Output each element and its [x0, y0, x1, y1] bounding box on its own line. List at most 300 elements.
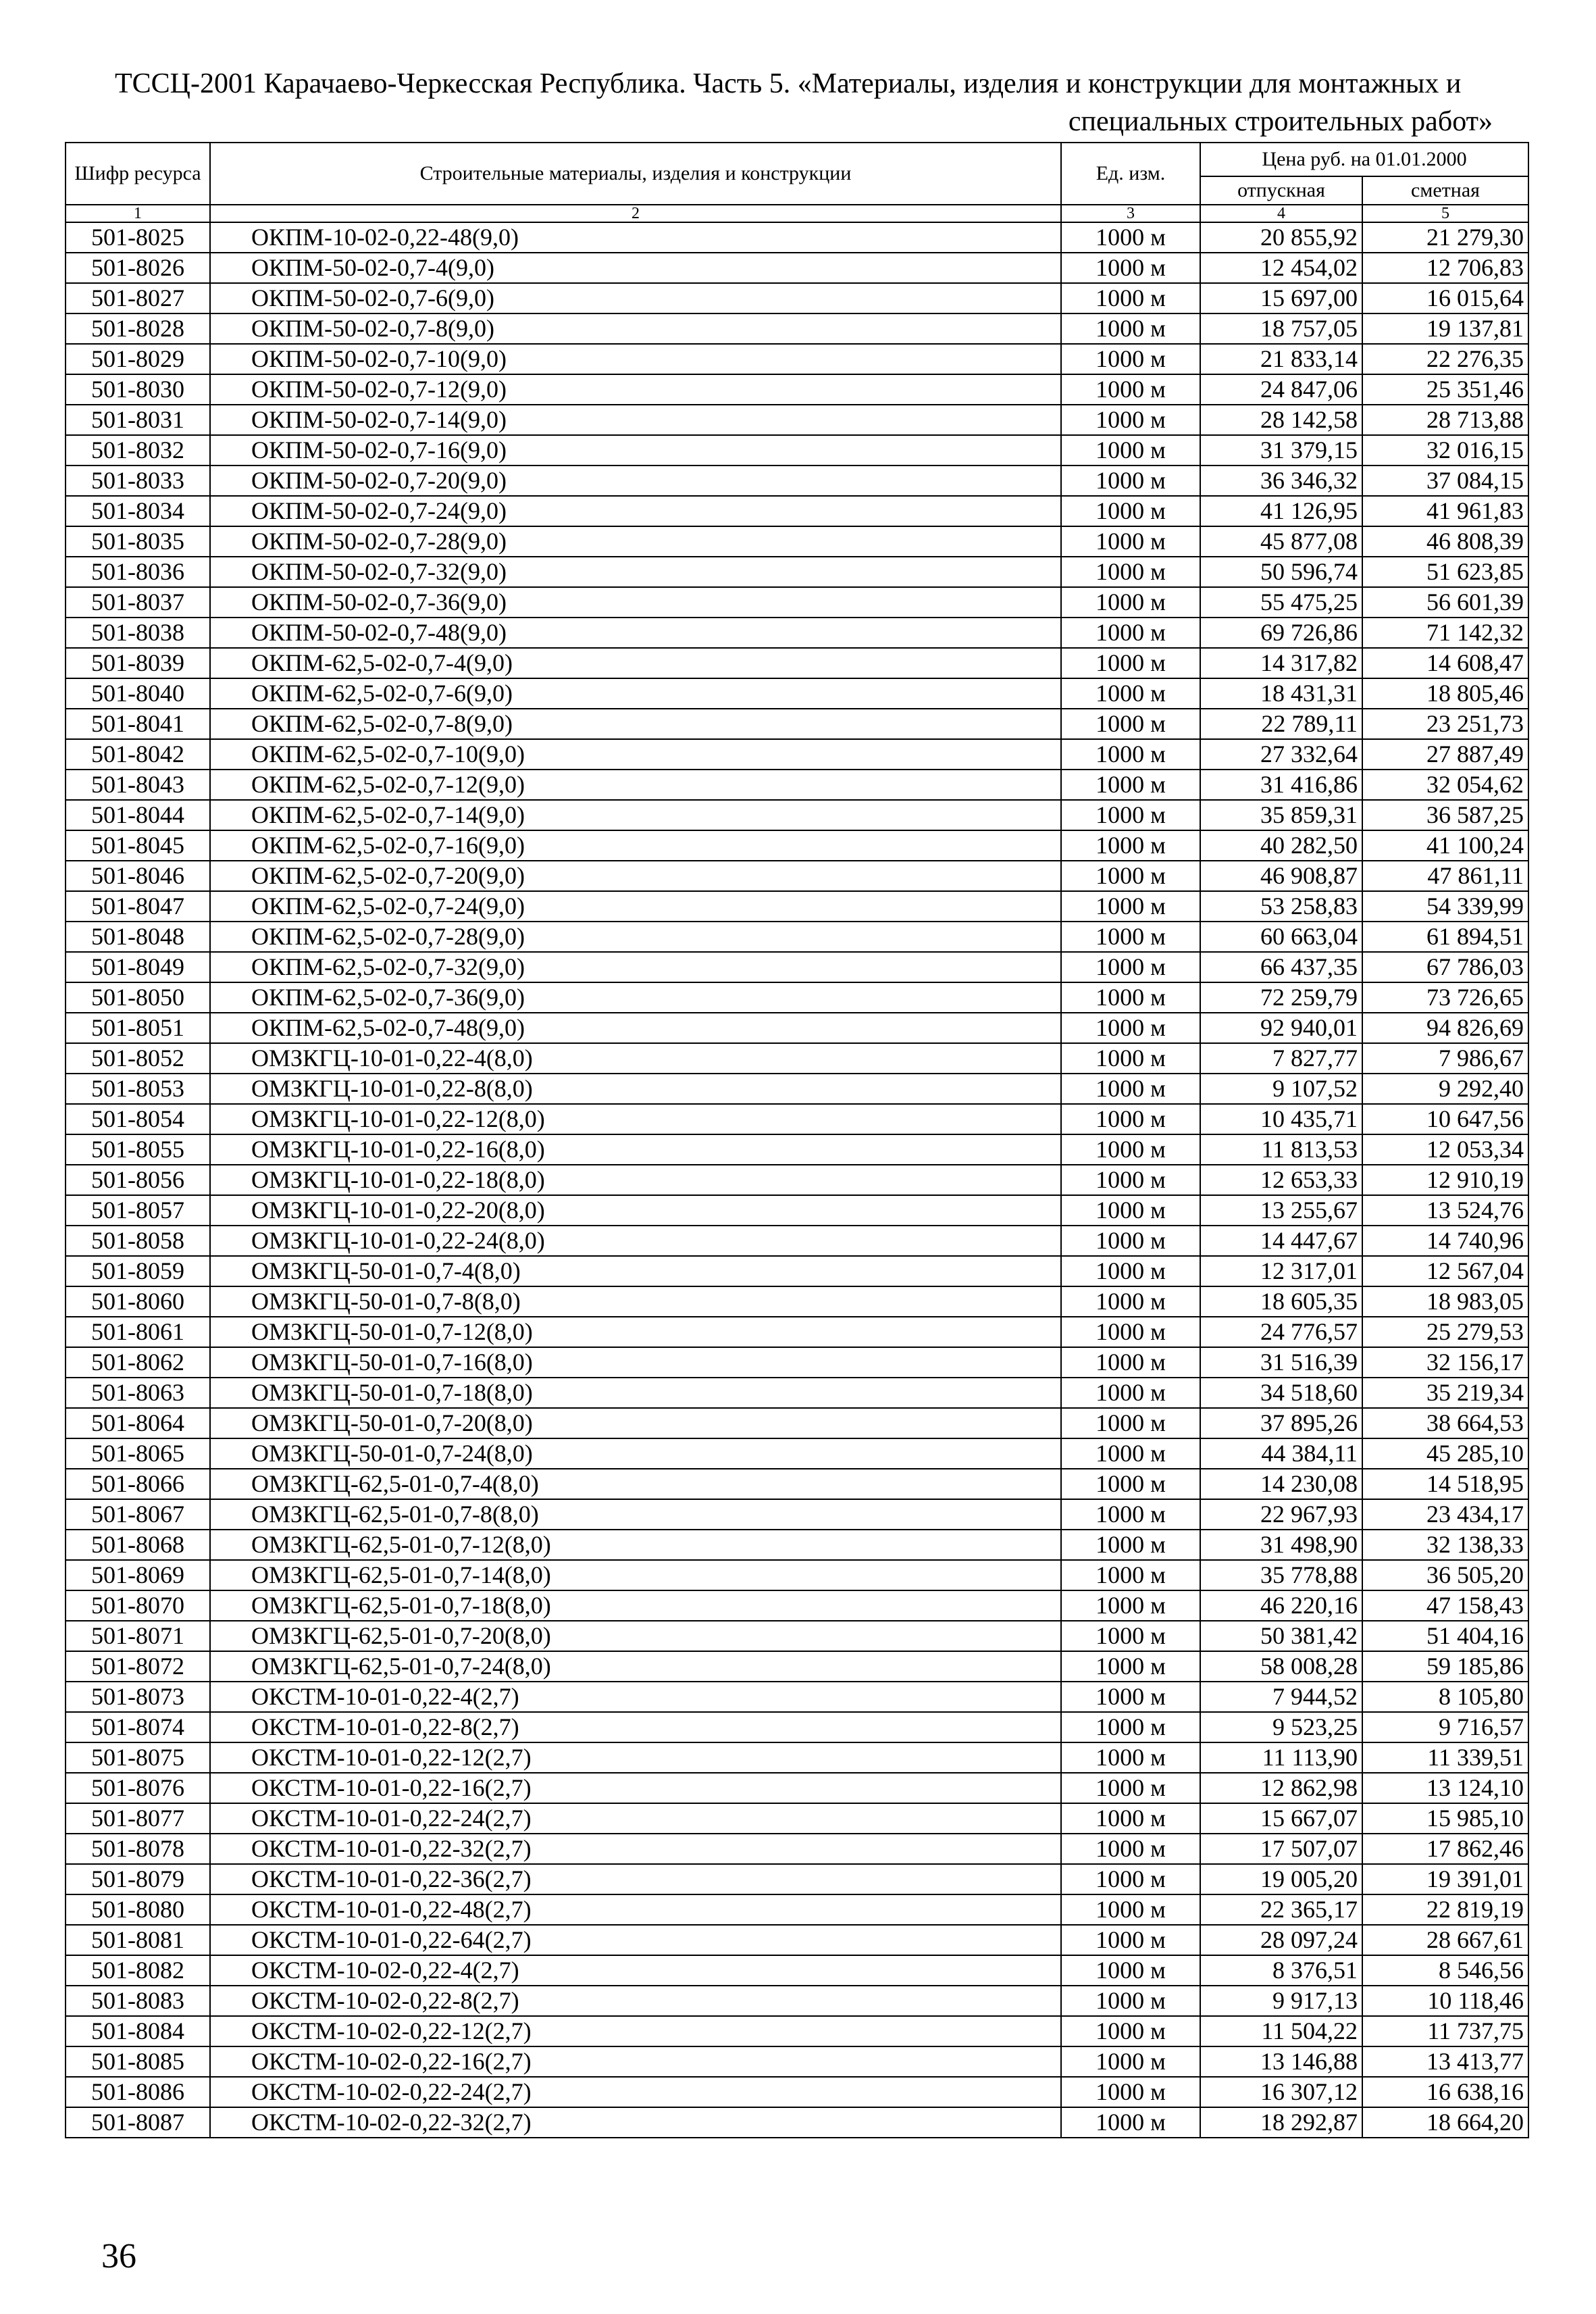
release-price-cell: 12 862,98	[1200, 1773, 1362, 1803]
estimate-price-cell: 46 808,39	[1362, 526, 1528, 557]
estimate-price-cell: 14 740,96	[1362, 1226, 1528, 1256]
unit-cell: 1000 м	[1061, 2046, 1200, 2077]
release-price-cell: 35 859,31	[1200, 800, 1362, 830]
release-price-cell: 27 332,64	[1200, 739, 1362, 770]
table-row	[66, 526, 1528, 557]
table-row	[66, 496, 1528, 526]
release-price-cell: 18 431,31	[1200, 678, 1362, 709]
estimate-price-cell: 32 054,62	[1362, 770, 1528, 800]
column-number: 4	[1200, 205, 1362, 222]
material-name-cell: ОМЗКГЦ-50-01-0,7-4(8,0)	[210, 1256, 1061, 1286]
table-row	[66, 2046, 1528, 2077]
material-name-cell: ОМЗКГЦ-10-01-0,22-4(8,0)	[210, 1043, 1061, 1074]
unit-cell: 1000 м	[1061, 648, 1200, 678]
estimate-price-cell: 10 647,56	[1362, 1104, 1528, 1134]
release-price-cell: 28 097,24	[1200, 1925, 1362, 1955]
estimate-price-cell: 47 861,11	[1362, 861, 1528, 891]
material-name-cell: ОМЗКГЦ-62,5-01-0,7-20(8,0)	[210, 1621, 1061, 1651]
material-name-cell: ОМЗКГЦ-10-01-0,22-8(8,0)	[210, 1074, 1061, 1104]
material-name-cell: ОКСТМ-10-02-0,22-16(2,7)	[210, 2046, 1061, 2077]
estimate-price-cell: 18 805,46	[1362, 678, 1528, 709]
release-price-cell: 19 005,20	[1200, 1864, 1362, 1894]
resource-code-cell: 501-8080	[66, 1894, 210, 1925]
estimate-price-cell: 41 100,24	[1362, 830, 1528, 861]
estimate-price-cell: 12 053,34	[1362, 1134, 1528, 1165]
page-number: 36	[101, 2237, 136, 2275]
resource-code-cell: 501-8084	[66, 2016, 210, 2046]
estimate-price-cell: 41 961,83	[1362, 496, 1528, 526]
resource-code-cell: 501-8077	[66, 1803, 210, 1834]
material-name-cell: ОКПМ-50-02-0,7-12(9,0)	[210, 374, 1061, 405]
resource-code-cell: 501-8079	[66, 1864, 210, 1894]
resource-code-cell: 501-8051	[66, 1013, 210, 1043]
material-name-cell: ОКПМ-62,5-02-0,7-28(9,0)	[210, 922, 1061, 952]
resource-code-cell: 501-8086	[66, 2077, 210, 2107]
resource-code-cell: 501-8044	[66, 800, 210, 830]
document-title-line2: специальных строительных работ»	[1068, 106, 1493, 137]
unit-cell: 1000 м	[1061, 496, 1200, 526]
unit-cell: 1000 м	[1061, 526, 1200, 557]
release-price-cell: 60 663,04	[1200, 922, 1362, 952]
unit-cell: 1000 м	[1061, 435, 1200, 466]
resource-code-cell: 501-8078	[66, 1834, 210, 1864]
column-numbers-row	[66, 205, 1528, 222]
table-row	[66, 1195, 1528, 1226]
unit-cell: 1000 м	[1061, 1043, 1200, 1074]
unit-cell: 1000 м	[1061, 709, 1200, 739]
unit-cell: 1000 м	[1061, 1651, 1200, 1682]
release-price-cell: 35 778,88	[1200, 1560, 1362, 1590]
table-row	[66, 982, 1528, 1013]
estimate-price-cell: 7 986,67	[1362, 1043, 1528, 1074]
unit-cell: 1000 м	[1061, 800, 1200, 830]
table-row	[66, 1074, 1528, 1104]
material-name-cell: ОКСТМ-10-01-0,22-36(2,7)	[210, 1864, 1061, 1894]
unit-cell: 1000 м	[1061, 1803, 1200, 1834]
estimate-price-cell: 51 623,85	[1362, 557, 1528, 587]
material-name-cell: ОКСТМ-10-02-0,22-8(2,7)	[210, 1986, 1061, 2016]
estimate-price-cell: 14 608,47	[1362, 648, 1528, 678]
resource-code-cell: 501-8045	[66, 830, 210, 861]
material-name-cell: ОКПМ-62,5-02-0,7-12(9,0)	[210, 770, 1061, 800]
resource-code-cell: 501-8050	[66, 982, 210, 1013]
resource-code-cell: 501-8042	[66, 739, 210, 770]
release-price-cell: 13 255,67	[1200, 1195, 1362, 1226]
estimate-price-cell: 32 156,17	[1362, 1347, 1528, 1378]
table-row	[66, 1286, 1528, 1317]
release-price-cell: 55 475,25	[1200, 587, 1362, 618]
resource-code-cell: 501-8039	[66, 648, 210, 678]
resource-code-cell: 501-8068	[66, 1530, 210, 1560]
unit-cell: 1000 м	[1061, 1378, 1200, 1408]
estimate-price-cell: 45 285,10	[1362, 1438, 1528, 1469]
material-name-cell: ОМЗКГЦ-10-01-0,22-18(8,0)	[210, 1165, 1061, 1195]
release-price-cell: 41 126,95	[1200, 496, 1362, 526]
estimate-price-cell: 8 546,56	[1362, 1955, 1528, 1986]
resource-code-cell: 501-8034	[66, 496, 210, 526]
release-price-cell: 12 653,33	[1200, 1165, 1362, 1195]
resource-code-cell: 501-8054	[66, 1104, 210, 1134]
release-price-cell: 13 146,88	[1200, 2046, 1362, 2077]
resource-code-cell: 501-8025	[66, 222, 210, 253]
material-name-cell: ОКПМ-50-02-0,7-28(9,0)	[210, 526, 1061, 557]
estimate-price-cell: 37 084,15	[1362, 466, 1528, 496]
document-title-line1: ТССЦ-2001 Карачаево-Черкесская Республика. Часть 5. «Материалы, изделия и конструкции для монтажных и	[115, 68, 1462, 99]
resource-code-cell: 501-8056	[66, 1165, 210, 1195]
release-price-cell: 15 697,00	[1200, 283, 1362, 313]
table-row	[66, 830, 1528, 861]
estimate-price-cell: 9 292,40	[1362, 1074, 1528, 1104]
release-price-cell: 8 376,51	[1200, 1955, 1362, 1986]
resource-code-cell: 501-8064	[66, 1408, 210, 1438]
table-row	[66, 1438, 1528, 1469]
material-name-cell: ОКПМ-50-02-0,7-6(9,0)	[210, 283, 1061, 313]
release-price-cell: 18 605,35	[1200, 1286, 1362, 1317]
release-price-cell: 50 381,42	[1200, 1621, 1362, 1651]
unit-cell: 1000 м	[1061, 861, 1200, 891]
release-price-cell: 46 908,87	[1200, 861, 1362, 891]
unit-cell: 1000 м	[1061, 1590, 1200, 1621]
material-name-cell: ОКСТМ-10-01-0,22-32(2,7)	[210, 1834, 1061, 1864]
release-price-cell: 9 917,13	[1200, 1986, 1362, 2016]
release-price-cell: 53 258,83	[1200, 891, 1362, 922]
unit-cell: 1000 м	[1061, 1165, 1200, 1195]
unit-cell: 1000 м	[1061, 1499, 1200, 1530]
estimate-price-cell: 8 105,80	[1362, 1682, 1528, 1712]
release-price-cell: 46 220,16	[1200, 1590, 1362, 1621]
estimate-price-cell: 51 404,16	[1362, 1621, 1528, 1651]
release-price-cell: 28 142,58	[1200, 405, 1362, 435]
resource-code-cell: 501-8032	[66, 435, 210, 466]
estimate-price-cell: 28 713,88	[1362, 405, 1528, 435]
resource-code-cell: 501-8037	[66, 587, 210, 618]
table-row	[66, 374, 1528, 405]
release-price-cell: 24 847,06	[1200, 374, 1362, 405]
table-row	[66, 1742, 1528, 1773]
estimate-price-cell: 21 279,30	[1362, 222, 1528, 253]
release-price-cell: 14 230,08	[1200, 1469, 1362, 1499]
table-row	[66, 1773, 1528, 1803]
estimate-price-cell: 18 664,20	[1362, 2107, 1528, 2138]
release-price-cell: 69 726,86	[1200, 618, 1362, 648]
estimate-price-cell: 27 887,49	[1362, 739, 1528, 770]
material-name-cell: ОМЗКГЦ-50-01-0,7-24(8,0)	[210, 1438, 1061, 1469]
material-name-cell: ОКСТМ-10-01-0,22-4(2,7)	[210, 1682, 1061, 1712]
resource-code-cell: 501-8074	[66, 1712, 210, 1742]
table-row	[66, 466, 1528, 496]
table-row	[66, 1803, 1528, 1834]
unit-cell: 1000 м	[1061, 1226, 1200, 1256]
estimate-price-cell: 36 587,25	[1362, 800, 1528, 830]
release-price-cell: 58 008,28	[1200, 1651, 1362, 1682]
material-name-cell: ОМЗКГЦ-50-01-0,7-16(8,0)	[210, 1347, 1061, 1378]
material-name-cell: ОМЗКГЦ-62,5-01-0,7-8(8,0)	[210, 1499, 1061, 1530]
table-row	[66, 922, 1528, 952]
unit-cell: 1000 м	[1061, 253, 1200, 283]
material-name-cell: ОКПМ-62,5-02-0,7-24(9,0)	[210, 891, 1061, 922]
column-number: 3	[1061, 205, 1200, 222]
unit-cell: 1000 м	[1061, 466, 1200, 496]
estimate-price-cell: 32 138,33	[1362, 1530, 1528, 1560]
unit-cell: 1000 м	[1061, 891, 1200, 922]
release-price-cell: 17 507,07	[1200, 1834, 1362, 1864]
unit-cell: 1000 м	[1061, 1864, 1200, 1894]
resource-code-cell: 501-8060	[66, 1286, 210, 1317]
material-name-cell: ОМЗКГЦ-50-01-0,7-18(8,0)	[210, 1378, 1061, 1408]
material-name-cell: ОКПМ-62,5-02-0,7-6(9,0)	[210, 678, 1061, 709]
estimate-price-cell: 10 118,46	[1362, 1986, 1528, 2016]
table-row	[66, 1499, 1528, 1530]
estimate-price-cell: 12 567,04	[1362, 1256, 1528, 1286]
material-name-cell: ОКСТМ-10-02-0,22-24(2,7)	[210, 2077, 1061, 2107]
material-name-cell: ОКСТМ-10-01-0,22-48(2,7)	[210, 1894, 1061, 1925]
release-price-cell: 11 813,53	[1200, 1134, 1362, 1165]
material-name-cell: ОКПМ-50-02-0,7-36(9,0)	[210, 587, 1061, 618]
unit-cell: 1000 м	[1061, 618, 1200, 648]
table-row	[66, 1317, 1528, 1347]
unit-cell: 1000 м	[1061, 313, 1200, 344]
resource-code-cell: 501-8082	[66, 1955, 210, 1986]
unit-cell: 1000 м	[1061, 2107, 1200, 2138]
estimate-price-cell: 14 518,95	[1362, 1469, 1528, 1499]
unit-cell: 1000 м	[1061, 952, 1200, 982]
table-row	[66, 678, 1528, 709]
table-row	[66, 1651, 1528, 1682]
unit-cell: 1000 м	[1061, 1074, 1200, 1104]
table-row	[66, 435, 1528, 466]
unit-cell: 1000 м	[1061, 1347, 1200, 1378]
release-price-cell: 7 944,52	[1200, 1682, 1362, 1712]
table-row	[66, 739, 1528, 770]
header-price: Цена руб. на 01.01.2000	[1200, 143, 1528, 176]
unit-cell: 1000 м	[1061, 1894, 1200, 1925]
resource-code-cell: 501-8028	[66, 313, 210, 344]
resource-code-cell: 501-8073	[66, 1682, 210, 1712]
estimate-price-cell: 59 185,86	[1362, 1651, 1528, 1682]
table-row	[66, 800, 1528, 830]
release-price-cell: 31 379,15	[1200, 435, 1362, 466]
resource-code-cell: 501-8061	[66, 1317, 210, 1347]
resource-code-cell: 501-8027	[66, 283, 210, 313]
release-price-cell: 12 317,01	[1200, 1256, 1362, 1286]
estimate-price-cell: 56 601,39	[1362, 587, 1528, 618]
resource-code-cell: 501-8047	[66, 891, 210, 922]
unit-cell: 1000 м	[1061, 557, 1200, 587]
estimate-price-cell: 22 819,19	[1362, 1894, 1528, 1925]
resource-code-cell: 501-8041	[66, 709, 210, 739]
material-name-cell: ОМЗКГЦ-62,5-01-0,7-18(8,0)	[210, 1590, 1061, 1621]
release-price-cell: 34 518,60	[1200, 1378, 1362, 1408]
resource-code-cell: 501-8076	[66, 1773, 210, 1803]
material-name-cell: ОКСТМ-10-01-0,22-8(2,7)	[210, 1712, 1061, 1742]
estimate-price-cell: 47 158,43	[1362, 1590, 1528, 1621]
table-row	[66, 1530, 1528, 1560]
unit-cell: 1000 м	[1061, 374, 1200, 405]
unit-cell: 1000 м	[1061, 982, 1200, 1013]
material-name-cell: ОМЗКГЦ-50-01-0,7-20(8,0)	[210, 1408, 1061, 1438]
release-price-cell: 9 523,25	[1200, 1712, 1362, 1742]
material-name-cell: ОКСТМ-10-01-0,22-64(2,7)	[210, 1925, 1061, 1955]
table-row	[66, 1134, 1528, 1165]
table-row	[66, 1925, 1528, 1955]
column-number: 5	[1362, 205, 1528, 222]
release-price-cell: 45 877,08	[1200, 526, 1362, 557]
resource-code-cell: 501-8030	[66, 374, 210, 405]
table-row	[66, 1955, 1528, 1986]
release-price-cell: 11 504,22	[1200, 2016, 1362, 2046]
release-price-cell: 31 498,90	[1200, 1530, 1362, 1560]
material-name-cell: ОМЗКГЦ-50-01-0,7-8(8,0)	[210, 1286, 1061, 1317]
estimate-price-cell: 35 219,34	[1362, 1378, 1528, 1408]
unit-cell: 1000 м	[1061, 587, 1200, 618]
resource-code-cell: 501-8059	[66, 1256, 210, 1286]
table-row	[66, 1590, 1528, 1621]
resource-code-cell: 501-8063	[66, 1378, 210, 1408]
unit-cell: 1000 м	[1061, 1834, 1200, 1864]
estimate-price-cell: 18 983,05	[1362, 1286, 1528, 1317]
estimate-price-cell: 16 638,16	[1362, 2077, 1528, 2107]
table-row	[66, 1864, 1528, 1894]
resource-code-cell: 501-8036	[66, 557, 210, 587]
column-number: 2	[210, 205, 1061, 222]
material-name-cell: ОКПМ-62,5-02-0,7-32(9,0)	[210, 952, 1061, 982]
table-row	[66, 1408, 1528, 1438]
release-price-cell: 22 967,93	[1200, 1499, 1362, 1530]
unit-cell: 1000 м	[1061, 222, 1200, 253]
unit-cell: 1000 м	[1061, 678, 1200, 709]
material-name-cell: ОКСТМ-10-01-0,22-24(2,7)	[210, 1803, 1061, 1834]
table-row	[66, 1013, 1528, 1043]
resource-code-cell: 501-8038	[66, 618, 210, 648]
release-price-cell: 16 307,12	[1200, 2077, 1362, 2107]
release-price-cell: 12 454,02	[1200, 253, 1362, 283]
estimate-price-cell: 13 524,76	[1362, 1195, 1528, 1226]
unit-cell: 1000 м	[1061, 1925, 1200, 1955]
unit-cell: 1000 м	[1061, 1986, 1200, 2016]
material-name-cell: ОКПМ-10-02-0,22-48(9,0)	[210, 222, 1061, 253]
unit-cell: 1000 м	[1061, 1286, 1200, 1317]
table-row	[66, 313, 1528, 344]
resource-code-cell: 501-8033	[66, 466, 210, 496]
estimate-price-cell: 11 737,75	[1362, 2016, 1528, 2046]
unit-cell: 1000 м	[1061, 1742, 1200, 1773]
material-name-cell: ОМЗКГЦ-10-01-0,22-12(8,0)	[210, 1104, 1061, 1134]
table-row	[66, 952, 1528, 982]
estimate-price-cell: 22 276,35	[1362, 344, 1528, 374]
release-price-cell: 72 259,79	[1200, 982, 1362, 1013]
price-table	[65, 142, 1529, 2138]
table-row	[66, 891, 1528, 922]
table-row	[66, 1226, 1528, 1256]
resource-code-cell: 501-8062	[66, 1347, 210, 1378]
header-name: Строительные материалы, изделия и конструкции	[210, 143, 1061, 205]
resource-code-cell: 501-8071	[66, 1621, 210, 1651]
table-row	[66, 405, 1528, 435]
material-name-cell: ОКПМ-62,5-02-0,7-16(9,0)	[210, 830, 1061, 861]
estimate-price-cell: 9 716,57	[1362, 1712, 1528, 1742]
resource-code-cell: 501-8069	[66, 1560, 210, 1590]
material-name-cell: ОКПМ-62,5-02-0,7-20(9,0)	[210, 861, 1061, 891]
resource-code-cell: 501-8043	[66, 770, 210, 800]
unit-cell: 1000 м	[1061, 405, 1200, 435]
material-name-cell: ОКПМ-62,5-02-0,7-4(9,0)	[210, 648, 1061, 678]
material-name-cell: ОКСТМ-10-01-0,22-16(2,7)	[210, 1773, 1061, 1803]
estimate-price-cell: 13 124,10	[1362, 1773, 1528, 1803]
release-price-cell: 22 365,17	[1200, 1894, 1362, 1925]
release-price-cell: 14 447,67	[1200, 1226, 1362, 1256]
material-name-cell: ОКСТМ-10-02-0,22-32(2,7)	[210, 2107, 1061, 2138]
resource-code-cell: 501-8031	[66, 405, 210, 435]
table-row	[66, 587, 1528, 618]
table-row	[66, 709, 1528, 739]
release-price-cell: 9 107,52	[1200, 1074, 1362, 1104]
resource-code-cell: 501-8083	[66, 1986, 210, 2016]
table-row	[66, 557, 1528, 587]
resource-code-cell: 501-8035	[66, 526, 210, 557]
table-row	[66, 1834, 1528, 1864]
release-price-cell: 14 317,82	[1200, 648, 1362, 678]
table-row	[66, 2107, 1528, 2138]
material-name-cell: ОМЗКГЦ-62,5-01-0,7-14(8,0)	[210, 1560, 1061, 1590]
table-row	[66, 1104, 1528, 1134]
resource-code-cell: 501-8049	[66, 952, 210, 982]
header-release-price: отпускная	[1200, 176, 1362, 205]
resource-code-cell: 501-8046	[66, 861, 210, 891]
resource-code-cell: 501-8075	[66, 1742, 210, 1773]
resource-code-cell: 501-8053	[66, 1074, 210, 1104]
resource-code-cell: 501-8070	[66, 1590, 210, 1621]
estimate-price-cell: 23 251,73	[1362, 709, 1528, 739]
material-name-cell: ОМЗКГЦ-62,5-01-0,7-24(8,0)	[210, 1651, 1061, 1682]
release-price-cell: 20 855,92	[1200, 222, 1362, 253]
header-estimate-price: сметная	[1362, 176, 1528, 205]
unit-cell: 1000 м	[1061, 922, 1200, 952]
table-row	[66, 1378, 1528, 1408]
resource-code-cell: 501-8085	[66, 2046, 210, 2077]
unit-cell: 1000 м	[1061, 1560, 1200, 1590]
table-row	[66, 618, 1528, 648]
release-price-cell: 24 776,57	[1200, 1317, 1362, 1347]
table-row	[66, 1165, 1528, 1195]
estimate-price-cell: 25 279,53	[1362, 1317, 1528, 1347]
estimate-price-cell: 19 391,01	[1362, 1864, 1528, 1894]
resource-code-cell: 501-8052	[66, 1043, 210, 1074]
estimate-price-cell: 67 786,03	[1362, 952, 1528, 982]
unit-cell: 1000 м	[1061, 1530, 1200, 1560]
material-name-cell: ОКПМ-50-02-0,7-48(9,0)	[210, 618, 1061, 648]
table-row	[66, 1712, 1528, 1742]
release-price-cell: 18 757,05	[1200, 313, 1362, 344]
unit-cell: 1000 м	[1061, 1469, 1200, 1499]
table-row	[66, 1560, 1528, 1590]
resource-code-cell: 501-8066	[66, 1469, 210, 1499]
resource-code-cell: 501-8055	[66, 1134, 210, 1165]
release-price-cell: 22 789,11	[1200, 709, 1362, 739]
table-row	[66, 2077, 1528, 2107]
estimate-price-cell: 73 726,65	[1362, 982, 1528, 1013]
estimate-price-cell: 32 016,15	[1362, 435, 1528, 466]
table-row	[66, 1347, 1528, 1378]
column-number: 1	[66, 205, 210, 222]
unit-cell: 1000 м	[1061, 1712, 1200, 1742]
table-row	[66, 648, 1528, 678]
unit-cell: 1000 м	[1061, 1955, 1200, 1986]
unit-cell: 1000 м	[1061, 1317, 1200, 1347]
estimate-price-cell: 12 910,19	[1362, 1165, 1528, 1195]
estimate-price-cell: 15 985,10	[1362, 1803, 1528, 1834]
table-row	[66, 1894, 1528, 1925]
table-row	[66, 283, 1528, 313]
